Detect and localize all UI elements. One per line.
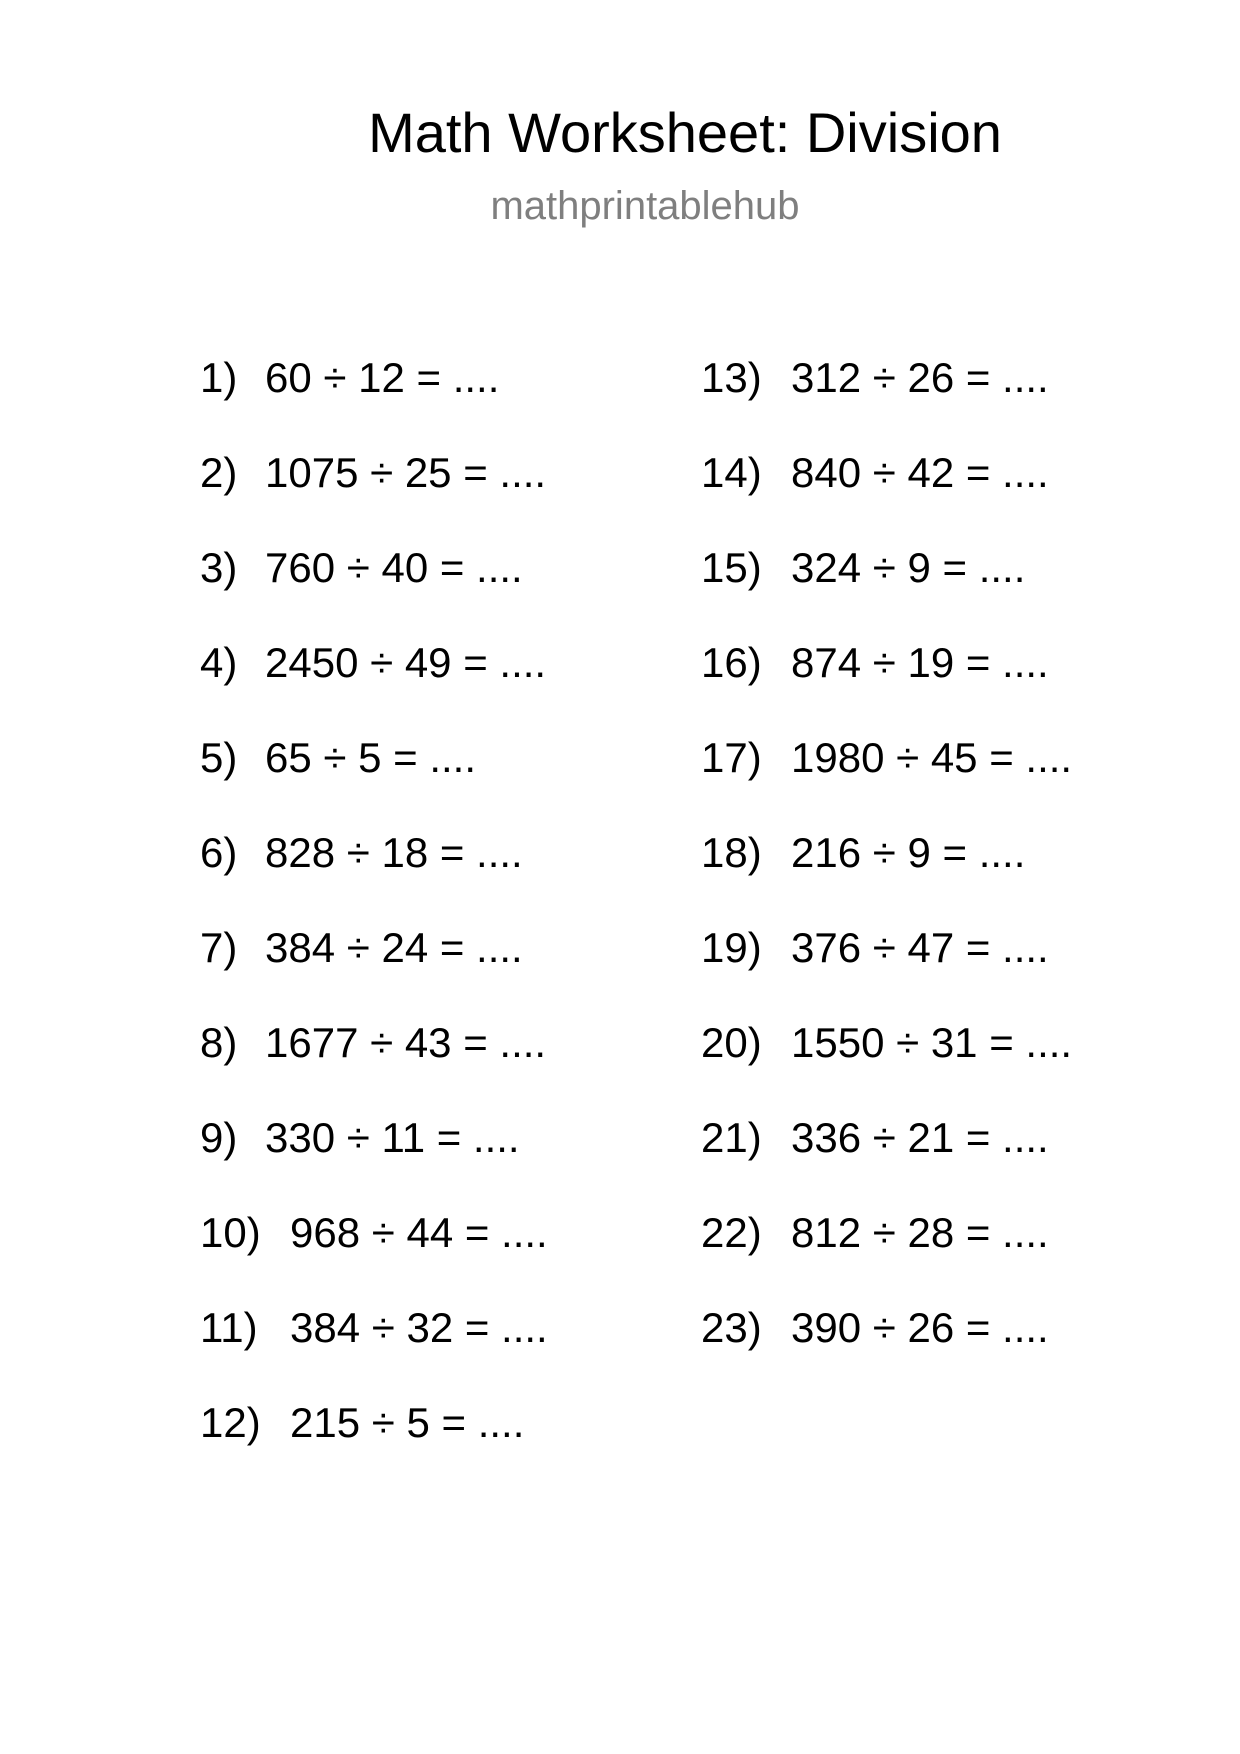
problem-item [701,1298,1072,1393]
problem-list-left [200,348,548,1488]
problem-item [701,443,1072,538]
problem-item [701,1203,1072,1298]
problem-item [701,918,1072,1013]
problem-expression: 336 ÷ 21 = .... [791,1114,1049,1161]
problem-number: 3) [200,544,238,591]
problem-item [200,918,548,1013]
problem-item [200,1108,548,1203]
problem-item [701,823,1072,918]
problem-number: 10) [200,1209,261,1256]
problem-list-right [701,348,1072,1393]
problem-expression: 215 ÷ 5 = .... [290,1399,525,1446]
problem-number: 9) [200,1114,238,1161]
problem-number: 22) [701,1209,762,1256]
problem-item [200,1203,548,1298]
problem-expression: 1550 ÷ 31 = .... [791,1019,1073,1066]
problem-expression: 60 ÷ 12 = .... [265,354,500,401]
worksheet-subtitle: mathprintablehub [490,184,800,228]
problem-expression: 1075 ÷ 25 = .... [265,449,547,496]
problem-expression: 812 ÷ 28 = .... [791,1209,1049,1256]
problem-number: 1) [200,354,238,401]
problem-number: 11) [200,1304,258,1351]
problem-item [200,1298,548,1393]
problem-item [200,728,548,823]
problem-number: 19) [701,924,762,971]
problem-expression: 1980 ÷ 45 = .... [791,734,1073,781]
problem-expression: 330 ÷ 11 = .... [265,1114,520,1161]
problem-number: 14) [701,449,762,496]
problem-expression: 760 ÷ 40 = .... [265,544,523,591]
problem-number: 8) [200,1019,238,1066]
problem-item [701,1013,1072,1108]
problem-expression: 384 ÷ 32 = .... [290,1304,548,1351]
problem-item [200,1013,548,1108]
problem-expression: 968 ÷ 44 = .... [290,1209,548,1256]
problem-item [701,538,1072,633]
problem-expression: 840 ÷ 42 = .... [791,449,1049,496]
problem-number: 6) [200,829,238,876]
problem-item [200,443,548,538]
problem-item [200,823,548,918]
problem-expression: 312 ÷ 26 = .... [791,354,1049,401]
problem-item [701,728,1072,823]
problem-item [701,633,1072,728]
problem-expression: 828 ÷ 18 = .... [265,829,523,876]
problem-expression: 874 ÷ 19 = .... [791,639,1049,686]
problem-number: 16) [701,639,762,686]
problem-item [200,538,548,633]
problem-item [701,1108,1072,1203]
problem-number: 18) [701,829,762,876]
problem-expression: 216 ÷ 9 = .... [791,829,1026,876]
problem-expression: 384 ÷ 24 = .... [265,924,523,971]
problem-number: 13) [701,354,762,401]
problem-expression: 324 ÷ 9 = .... [791,544,1026,591]
problem-expression: 390 ÷ 26 = .... [791,1304,1049,1351]
problem-number: 5) [200,734,238,781]
problem-number: 2) [200,449,238,496]
problem-number: 7) [200,924,238,971]
problem-number: 21) [701,1114,762,1161]
problem-expression: 1677 ÷ 43 = .... [265,1019,547,1066]
problem-item [200,348,548,443]
problem-expression: 2450 ÷ 49 = .... [265,639,547,686]
problem-expression: 376 ÷ 47 = .... [791,924,1049,971]
problem-number: 4) [200,639,238,686]
problem-number: 12) [200,1399,261,1446]
problem-item [200,633,548,728]
problem-item [701,348,1072,443]
problem-number: 15) [701,544,762,591]
problem-item [200,1393,548,1488]
problem-number: 23) [701,1304,762,1351]
problem-number: 20) [701,1019,762,1066]
problem-number: 17) [701,734,762,781]
worksheet-title: Math Worksheet: Division [368,101,1002,164]
problem-expression: 65 ÷ 5 = .... [265,734,477,781]
